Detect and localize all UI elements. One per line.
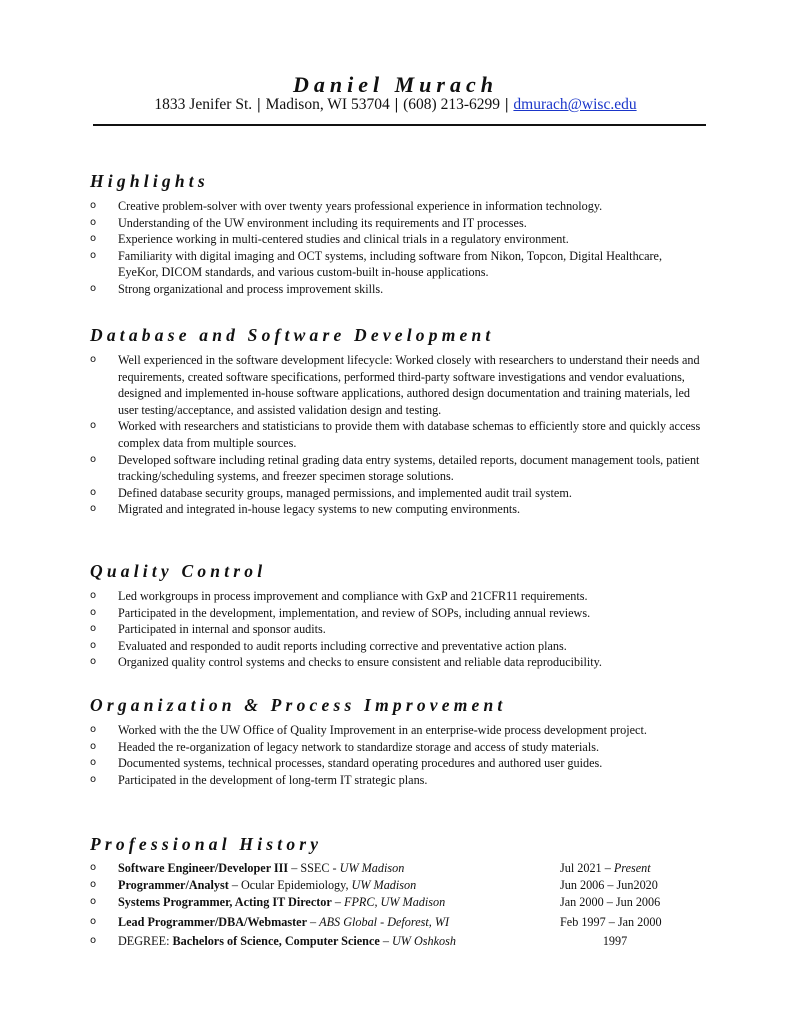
bullet-icon: o — [90, 590, 97, 601]
bullet-icon: o — [90, 606, 97, 618]
degree-label: DEGREE: — [118, 934, 173, 949]
header-divider — [93, 124, 706, 126]
history-row: o Programmer/Analyst – Ocular Epidemiology, UW Madison Jun 2006 – Jun2020 — [90, 877, 702, 894]
quality-section — [90, 560, 702, 671]
bullet-icon: o — [90, 249, 97, 261]
job-title: Systems Programmer, Acting IT Director — [118, 895, 332, 910]
bullet-icon: o — [90, 282, 97, 294]
employer: UW Madison — [351, 877, 417, 892]
bullet-icon: o — [90, 486, 97, 498]
history-section — [90, 833, 702, 950]
employer: ABS Global - Deforest, WI — [319, 914, 450, 929]
list-item: o Understanding of the UW environment including its requirements and IT processes. — [90, 215, 527, 230]
city: Madison, WI 53704 — [265, 96, 390, 113]
list-item: o Experience working in multi-centered studies and clinical trials in a regulatory environment. — [90, 232, 569, 247]
bullet-icon: o — [90, 639, 97, 651]
employer: FPRC, UW Madison — [344, 895, 446, 910]
history-row: o Lead Programmer/DBA/Webmaster – ABS Global - Deforest, WI Feb 1997 – Jan 2000 — [90, 914, 702, 931]
bullet-icon: o — [90, 724, 97, 735]
bullet-icon: o — [90, 915, 97, 927]
list-item: o Worked with the the UW Office of Quality Improvement in an enterprise-wide process development project. — [90, 723, 647, 737]
list-item: o Participated in the development of long-term IT strategic plans. — [90, 772, 428, 787]
contact-line — [0, 96, 791, 114]
bullet-icon: o — [90, 200, 97, 211]
phone: (608) 213-6299 — [403, 96, 500, 113]
bullet-icon: o — [90, 623, 97, 635]
bullet-icon: o — [90, 773, 97, 785]
job-title: Programmer/Analyst — [118, 877, 229, 892]
date-range: 1997 — [602, 934, 628, 949]
list-item: o Documented systems, technical processes, standard operating procedures and authored user guides. — [90, 756, 603, 771]
list-item: o Developed software including retinal grading data entry systems, detailed reports, document management tools, patient tracking/scheduling systems, and freezer specimen storage solutions. — [90, 452, 700, 484]
employer: UW Madison — [339, 861, 405, 875]
date-range: Feb 1997 – Jan 2000 — [560, 914, 662, 929]
list-item: o Migrated and integrated in-house legacy systems to new computing environments. — [90, 502, 521, 517]
school: UW Oshkosh — [391, 934, 456, 949]
list-item: o Strong organizational and process improvement skills. — [90, 281, 384, 296]
history-row: o Systems Programmer, Acting IT Director – FPRC, UW Madison Jan 2000 – Jun 2006 — [90, 894, 702, 911]
highlights-heading: Highlights — [90, 171, 209, 191]
job-title: Lead Programmer/DBA/Webmaster — [118, 914, 307, 929]
resume-name: Daniel Murach — [293, 72, 498, 97]
list-item: o Familiarity with digital imaging and OCT systems, including software from Nikon, Topcon, Digital Healthcare, EyeKor, DICOM standards, and various custom-built in-house applications. — [90, 248, 662, 280]
bullet-icon: o — [90, 757, 97, 769]
list-item: o Defined database security groups, managed permissions, and implemented audit trail system. — [90, 485, 572, 500]
separator: | — [505, 96, 509, 113]
bullet-icon: o — [90, 453, 97, 465]
list-item: o Well experienced in the software development lifecycle: Worked closely with researchers to understand their needs and requirements, created software specifications, performed third-party software investigations and vendor evaluations, designed and implemented in-house software applications, authored design documentation and training materials, led user testing/acceptance, and assisted validation design and testing. — [90, 353, 700, 417]
separator: | — [394, 96, 399, 113]
bullet-icon: o — [90, 656, 97, 668]
history-heading: Professional History — [90, 834, 323, 854]
list-item: o Evaluated and responded to audit reports including corrective and preventative action plans. — [90, 638, 567, 653]
database-heading: Database and Software Development — [90, 325, 495, 345]
quality-heading: Quality Control — [90, 561, 267, 581]
bullet-icon: o — [90, 878, 97, 890]
list-item: o Organized quality control systems and checks to ensure consistent and reliable data reproducibility. — [90, 655, 602, 670]
bullet-icon: o — [90, 233, 97, 245]
database-section — [90, 324, 702, 518]
organization-heading: Organization & Process Improvement — [90, 695, 507, 715]
list-item: o Headed the re-organization of legacy network to standardize storage and access of study materials. — [90, 739, 599, 754]
bullet-icon: o — [90, 935, 97, 947]
job-title: Software Engineer/Developer III — [118, 861, 289, 875]
bullet-icon: o — [90, 896, 97, 908]
organization-section — [90, 694, 702, 788]
list-item: o Participated in the development, implementation, and review of SOPs, including annual reviews. — [90, 605, 591, 620]
bullet-icon: o — [90, 420, 97, 432]
address: 1833 Jenifer St. — [154, 96, 253, 113]
list-item: o Worked with researchers and statisticians to provide them with database schemas to efficiently store and quickly access complex data from multiple sources. — [90, 419, 701, 450]
bullet-icon: o — [90, 216, 97, 228]
history-row: o DEGREE: Bachelors of Science, Computer Science – UW Oshkosh 1997 — [90, 933, 702, 950]
bullet-icon: o — [90, 354, 97, 365]
date-range: Jul 2021 – Present — [560, 861, 651, 875]
degree-title: Bachelors of Science, Computer Science — [172, 934, 380, 949]
email-link[interactable]: dmurach@wisc.edu — [513, 96, 637, 113]
date-range: Jan 2000 – Jun 2006 — [560, 895, 661, 910]
list-item: o Creative problem-solver with over twenty years professional experience in information technology. — [90, 199, 603, 213]
highlights-section — [90, 170, 702, 298]
list-item: o Led workgroups in process improvement and compliance with GxP and 21CFR11 requirements. — [90, 589, 588, 603]
date-range: Jun 2006 – Jun2020 — [560, 877, 658, 892]
separator: | — [257, 96, 261, 113]
bullet-icon: o — [90, 503, 97, 515]
bullet-icon: o — [90, 862, 97, 873]
history-row: o Software Engineer/Developer III – SSEC - UW Madison Jul 2021 – Present — [90, 860, 702, 877]
list-item: o Participated in internal and sponsor audits. — [90, 622, 326, 637]
bullet-icon: o — [90, 740, 97, 752]
